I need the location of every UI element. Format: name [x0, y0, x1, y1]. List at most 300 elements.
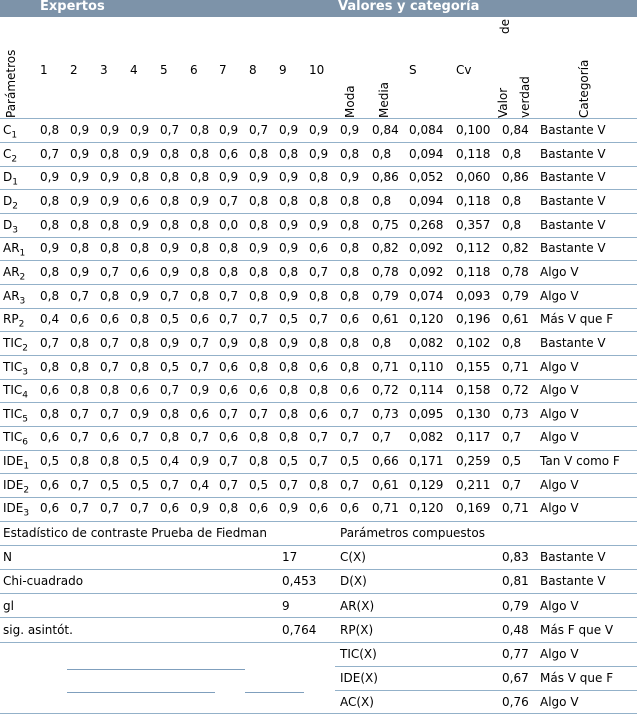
expert-value: 0,8 [190, 146, 210, 161]
media-value: 0,73 [372, 406, 399, 421]
truth-value: 0,73 [502, 406, 529, 421]
expert-value: 0,8 [40, 123, 60, 137]
expert-value: 0,8 [160, 217, 180, 232]
composite-divider [335, 713, 637, 714]
parameter-cell: $D_2$ [3, 193, 18, 212]
composite-category: Más F que V [540, 622, 614, 637]
expert-value: 0,9 [249, 170, 269, 185]
stats-label: N [3, 550, 12, 565]
parameter-cell: $C_2$ [3, 146, 18, 165]
parameter-subscript: 3 [22, 366, 28, 377]
parameter-cell: $AR_1$ [3, 241, 26, 259]
expert-value: 0,9 [309, 146, 329, 161]
expert-value: 0,8 [130, 359, 150, 374]
expert-value: 0,8 [309, 288, 329, 303]
media-value: 0,82 [372, 241, 399, 256]
table-row [0, 450, 637, 473]
composite-value: 0,76 [502, 695, 529, 710]
expert-value: 0,7 [249, 123, 269, 137]
s-value: 0,082 [409, 335, 444, 350]
s-value: 0,129 [409, 477, 444, 492]
expert-number: 8 [249, 63, 257, 77]
stats-value: 17 [282, 550, 298, 565]
truth-value: 0,71 [502, 359, 529, 374]
expert-value: 0,7 [100, 406, 120, 421]
expert-value: 0,8 [70, 217, 90, 232]
category-value: Más V que F [540, 312, 614, 327]
expert-value: 0,9 [70, 146, 90, 161]
expert-value: 0,8 [190, 288, 210, 303]
composite-value: 0,81 [502, 574, 529, 589]
s-value: 0,092 [409, 264, 444, 279]
moda-value: 0,8 [340, 217, 360, 232]
table-row [0, 497, 637, 520]
expert-value: 0,9 [70, 193, 90, 208]
s-value: 0,110 [409, 359, 444, 374]
table-row [0, 285, 637, 308]
expert-value: 0,8 [160, 170, 180, 185]
composite-divider [335, 642, 637, 643]
category-value: Algo V [540, 383, 579, 398]
moda-value: 0,8 [340, 264, 360, 279]
parameter-subscript: 3 [23, 508, 30, 519]
expert-value: 0,7 [70, 477, 90, 492]
expert-value: 0,8 [190, 264, 210, 279]
parameter-subscript: 3 [19, 295, 26, 306]
valor-header: Valor [496, 87, 510, 118]
expert-value: 0,8 [100, 454, 120, 469]
category-value: Algo V [540, 288, 579, 303]
parameter-cell: $TIC_3$ [3, 359, 28, 377]
truth-value: 0,7 [502, 477, 522, 492]
parameter-subscript: 3 [12, 224, 18, 235]
parameter-cell: $IDE_2$ [3, 477, 30, 496]
expert-value: 0,8 [190, 123, 210, 137]
expert-value: 0,8 [249, 193, 269, 208]
category-value: Algo V [540, 477, 579, 492]
table-row [0, 474, 637, 497]
expert-value: 0,9 [160, 264, 180, 279]
expert-value: 0,8 [40, 264, 60, 279]
expert-value: 0,7 [40, 335, 60, 350]
composite-divider [335, 569, 637, 570]
expert-value: 0,8 [309, 335, 329, 350]
stats-divider [0, 642, 335, 643]
expert-value: 0,8 [190, 217, 210, 232]
expert-value: 0,7 [100, 264, 120, 279]
expert-value: 0,8 [309, 193, 329, 208]
expert-value: 0,6 [40, 501, 60, 516]
expert-value: 0,9 [309, 217, 329, 232]
parameter-subscript: 4 [22, 390, 28, 401]
expert-value: 0,9 [100, 123, 120, 137]
expert-value: 0,9 [190, 501, 210, 516]
verdad-header: verdad [518, 76, 532, 118]
expert-number: 1 [40, 63, 48, 77]
moda-value: 0,7 [340, 430, 360, 445]
expert-value: 0,9 [219, 335, 239, 350]
stats-divider [0, 593, 335, 594]
expert-value: 0,9 [279, 241, 299, 256]
s-value: 0,092 [409, 241, 444, 256]
expert-number: 2 [70, 63, 78, 77]
composite-label: TIC(X) [340, 647, 377, 662]
table-row [0, 308, 637, 331]
parameter-cell: $TIC_4$ [3, 383, 28, 401]
expert-value: 0,9 [70, 123, 90, 137]
truth-value: 0,61 [502, 312, 529, 327]
media-value: 0,84 [372, 123, 399, 137]
expert-value: 0,8 [130, 241, 150, 256]
expert-number: 3 [100, 63, 108, 77]
moda-value: 0,6 [340, 501, 360, 516]
expert-value: 0,7 [309, 264, 329, 279]
expert-value: 0,5 [100, 477, 120, 492]
media-value: 0,61 [372, 312, 399, 327]
parameter-subscript: 6 [22, 437, 28, 448]
category-value: Algo V [540, 264, 579, 279]
cv-value: 0,196 [456, 312, 491, 327]
stats-title: Estadístico de contraste Prueba de Fiedman [3, 526, 267, 541]
composite-category: Algo V [540, 598, 579, 613]
cv-value: 0,118 [456, 193, 491, 208]
category-value: Bastante V [540, 335, 606, 350]
stats-label: Chi-cuadrado [3, 574, 84, 589]
table-row [0, 166, 637, 189]
parameter-cell: $D_1$ [3, 170, 18, 188]
expert-value: 0,6 [130, 264, 150, 279]
expert-value: 0,8 [279, 359, 299, 374]
composite-value: 0,83 [502, 550, 529, 565]
expert-value: 0,7 [100, 359, 120, 374]
composite-divider [335, 690, 637, 691]
category-value: Bastante V [540, 146, 606, 161]
table-row [0, 214, 637, 237]
s-value: 0,171 [409, 454, 444, 469]
empty-line [67, 669, 245, 670]
parameter-subscript: 2 [19, 272, 26, 283]
parameter-cell: $AR_3$ [3, 288, 26, 306]
parameter-subscript: 1 [23, 461, 30, 472]
category-value: Algo V [540, 406, 579, 421]
expert-value: 0,7 [130, 501, 150, 516]
category-value: Algo V [540, 501, 579, 516]
expert-value: 0,8 [130, 312, 150, 327]
composite-category: Algo V [540, 647, 579, 662]
cv-value: 0,169 [456, 501, 491, 516]
expert-value: 0,7 [130, 430, 150, 445]
table-row [0, 237, 637, 260]
expert-value: 0,8 [249, 430, 269, 445]
expert-number: 6 [190, 63, 198, 77]
expert-value: 0,9 [100, 170, 120, 185]
expert-value: 0,9 [279, 123, 299, 137]
expert-value: 0,7 [160, 477, 180, 492]
expert-value: 0,7 [160, 123, 180, 137]
expert-value: 0,8 [70, 383, 90, 398]
truth-value: 0,84 [502, 123, 529, 137]
cv-value: 0,118 [456, 146, 491, 161]
expert-value: 0,9 [130, 146, 150, 161]
stats-divider [0, 617, 335, 618]
stats-value: 0,764 [282, 622, 317, 637]
parameter-cell: $TIC_2$ [3, 335, 28, 354]
expert-value: 0,6 [219, 359, 239, 374]
expert-value: 0,8 [40, 217, 60, 232]
expert-value: 0,9 [309, 123, 329, 137]
expert-value: 0,8 [309, 170, 329, 185]
expert-value: 0,8 [249, 359, 269, 374]
expert-value: 0,7 [279, 477, 299, 492]
stats-label: gl [3, 598, 14, 613]
category-value: Tan V como F [540, 454, 620, 469]
media-value: 0,78 [372, 264, 399, 279]
category-value: Bastante V [540, 193, 606, 208]
composite-category: Bastante V [540, 574, 606, 589]
expert-value: 0,8 [70, 359, 90, 374]
expert-value: 0,6 [40, 477, 60, 492]
parameter-cell: $AR_2$ [3, 264, 26, 283]
expert-value: 0,8 [40, 359, 60, 374]
expert-value: 0,8 [219, 501, 239, 516]
expert-value: 0,7 [70, 501, 90, 516]
s-value: 0,082 [409, 430, 444, 445]
table-row [0, 190, 637, 213]
stats-value: 9 [282, 598, 290, 613]
expert-number: 5 [160, 63, 168, 77]
composite-label: RP(X) [340, 622, 374, 637]
expert-value: 0,5 [249, 477, 269, 492]
expert-value: 0,0 [219, 217, 239, 232]
expert-value: 0,8 [100, 241, 120, 256]
stats-divider [0, 713, 335, 714]
cv-value: 0,117 [456, 430, 491, 445]
media-value: 0,8 [372, 193, 392, 208]
expert-value: 0,7 [190, 335, 210, 350]
expert-value: 0,6 [219, 383, 239, 398]
moda-value: 0,9 [340, 123, 360, 137]
expert-value: 0,7 [160, 383, 180, 398]
expert-value: 0,8 [70, 335, 90, 350]
media-value: 0,71 [372, 359, 399, 374]
parameter-cell: $IDE_1$ [3, 454, 30, 472]
expert-value: 0,8 [279, 193, 299, 208]
moda-value: 0,7 [340, 477, 360, 492]
cv-value: 0,102 [456, 335, 491, 350]
moda-value: 0,7 [340, 406, 360, 421]
expert-value: 0,9 [279, 501, 299, 516]
expert-value: 0,7 [219, 193, 239, 208]
expert-value: 0,9 [190, 383, 210, 398]
expert-value: 0,8 [160, 406, 180, 421]
category-value: Bastante V [540, 241, 606, 256]
expert-value: 0,8 [40, 406, 60, 421]
stats-label: sig. asintót. [3, 622, 73, 637]
expert-number: 10 [309, 63, 325, 77]
expert-value: 0,7 [70, 288, 90, 303]
parameter-cell: $IDE_3$ [3, 501, 30, 519]
category-value: Bastante V [540, 217, 606, 232]
s-value: 0,094 [409, 193, 444, 208]
expert-value: 0,9 [70, 264, 90, 279]
media-value: 0,8 [372, 335, 392, 350]
s-value: 0,074 [409, 288, 444, 303]
composite-divider [335, 545, 637, 546]
expert-value: 0,9 [279, 217, 299, 232]
expert-value: 0,6 [100, 312, 120, 327]
moda-value: 0,8 [340, 193, 360, 208]
truth-value: 0,5 [502, 454, 522, 469]
composite-category: Más V que F [540, 671, 614, 686]
table-row [0, 143, 637, 166]
truth-value: 0,72 [502, 383, 529, 398]
moda-value: 0,5 [340, 454, 360, 469]
expert-value: 0,8 [309, 383, 329, 398]
expert-value: 0,6 [249, 383, 269, 398]
empty-line [67, 692, 215, 693]
stats-value: 0,453 [282, 574, 317, 589]
expert-value: 0,8 [279, 383, 299, 398]
expert-value: 0,9 [40, 170, 60, 185]
cv-value: 0,259 [456, 454, 491, 469]
composite-divider [335, 617, 637, 618]
expert-value: 0,7 [40, 146, 60, 161]
expert-value: 0,6 [219, 430, 239, 445]
moda-value: 0,6 [340, 383, 360, 398]
s-header: S [409, 63, 417, 77]
expert-value: 0,7 [309, 454, 329, 469]
expert-value: 0,9 [130, 217, 150, 232]
composite-label: AC(X) [340, 695, 374, 710]
expert-value: 0,5 [160, 359, 180, 374]
expert-value: 0,7 [100, 501, 120, 516]
expert-number: 4 [130, 63, 138, 77]
parameter-subscript: 2 [12, 201, 18, 212]
expert-value: 0,8 [249, 264, 269, 279]
expert-value: 0,6 [40, 383, 60, 398]
expert-value: 0,7 [249, 406, 269, 421]
category-value: Bastante V [540, 170, 606, 185]
media-value: 0,86 [372, 170, 399, 185]
expert-value: 0,5 [130, 454, 150, 469]
expert-value: 0,8 [190, 241, 210, 256]
table-row [0, 119, 637, 142]
moda-value: 0,8 [340, 359, 360, 374]
expert-value: 0,6 [160, 501, 180, 516]
media-value: 0,66 [372, 454, 399, 469]
expert-number: 9 [279, 63, 287, 77]
moda-value: 0,6 [340, 312, 360, 327]
expert-value: 0,6 [190, 406, 210, 421]
composite-title: Parámetros compuestos [340, 526, 485, 541]
media-value: 0,75 [372, 217, 399, 232]
media-value: 0,71 [372, 501, 399, 516]
table-header-bar [0, 0, 637, 17]
media-value: 0,72 [372, 383, 399, 398]
truth-value: 0,78 [502, 264, 529, 279]
parameter-subscript: 1 [11, 130, 18, 141]
s-value: 0,095 [409, 406, 444, 421]
expert-value: 0,7 [219, 288, 239, 303]
expert-value: 0,8 [160, 430, 180, 445]
moda-value: 0,9 [340, 170, 360, 185]
expert-value: 0,8 [160, 146, 180, 161]
moda-value: 0,8 [340, 335, 360, 350]
cv-value: 0,118 [456, 264, 491, 279]
expert-value: 0,9 [130, 288, 150, 303]
expert-value: 0,6 [70, 312, 90, 327]
category-value: Bastante V [540, 123, 606, 137]
composite-value: 0,77 [502, 647, 529, 662]
expert-value: 0,6 [130, 383, 150, 398]
expert-value: 0,9 [279, 335, 299, 350]
expert-value: 0,4 [190, 477, 210, 492]
expert-value: 0,7 [70, 430, 90, 445]
expert-value: 0,6 [219, 146, 239, 161]
media-value: 0,61 [372, 477, 399, 492]
expert-value: 0,8 [249, 146, 269, 161]
expert-value: 0,5 [160, 312, 180, 327]
cv-value: 0,100 [456, 123, 491, 137]
de-header: de [498, 19, 512, 34]
expert-value: 0,8 [249, 335, 269, 350]
table-row [0, 379, 637, 402]
expert-value: 0,8 [160, 193, 180, 208]
composite-label: C(X) [340, 550, 366, 565]
expert-value: 0,8 [70, 241, 90, 256]
media-header: Media [377, 81, 391, 118]
s-value: 0,094 [409, 146, 444, 161]
truth-value: 0,82 [502, 241, 529, 256]
expert-value: 0,9 [70, 170, 90, 185]
parametros-header: Parámetros [4, 49, 18, 118]
expert-value: 0,7 [70, 406, 90, 421]
expert-value: 0,8 [70, 454, 90, 469]
expert-value: 0,9 [279, 170, 299, 185]
expert-value: 0,9 [279, 288, 299, 303]
expert-value: 0,6 [190, 312, 210, 327]
expert-value: 0,9 [190, 454, 210, 469]
truth-value: 0,86 [502, 170, 529, 185]
expert-value: 0,8 [100, 288, 120, 303]
parameter-cell: $D_3$ [3, 217, 18, 235]
expertos-heading: Expertos [40, 0, 105, 14]
composite-value: 0,67 [502, 671, 529, 686]
s-value: 0,052 [409, 170, 444, 185]
empty-line [245, 692, 304, 693]
parameter-cell: $TIC_5$ [3, 406, 28, 425]
s-value: 0,120 [409, 501, 444, 516]
expert-value: 0,8 [130, 170, 150, 185]
truth-value: 0,8 [502, 335, 522, 350]
moda-value: 0,8 [340, 146, 360, 161]
expert-value: 0,4 [40, 312, 60, 327]
expert-value: 0,8 [279, 264, 299, 279]
composite-label: D(X) [340, 574, 367, 589]
expert-value: 0,7 [309, 430, 329, 445]
expert-value: 0,7 [100, 335, 120, 350]
expert-value: 0,8 [279, 430, 299, 445]
truth-value: 0,7 [502, 430, 522, 445]
parameter-cell: $C_1$ [3, 123, 18, 141]
s-value: 0,268 [409, 217, 444, 232]
composite-value: 0,48 [502, 622, 529, 637]
truth-value: 0,8 [502, 217, 522, 232]
expert-value: 0,8 [190, 170, 210, 185]
expert-value: 0,5 [279, 312, 299, 327]
table-row [0, 332, 637, 355]
expert-value: 0,8 [309, 477, 329, 492]
